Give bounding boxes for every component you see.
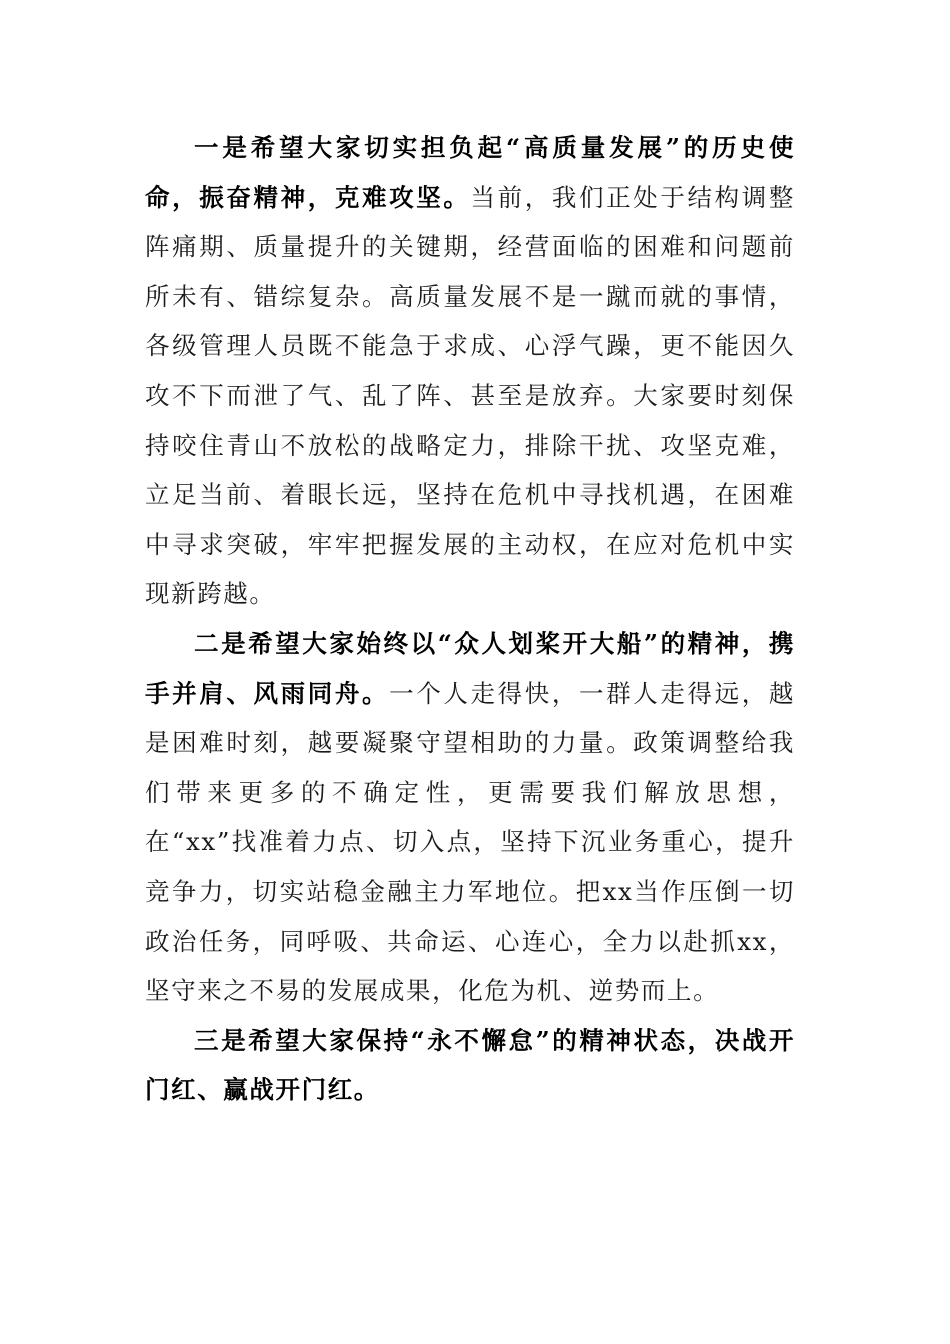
paragraph-1 (145, 123, 795, 619)
document-body (145, 123, 795, 1115)
paragraph-2 (145, 619, 795, 1016)
paragraph-2-lead: 二是希望大家始终以“众人划桨开大船”的精神，携手并肩、风雨同舟。 (145, 628, 795, 708)
paragraph-1-lead: 一是希望大家切实担负起“高质量发展”的历史使命，振奋精神，克难攻坚。 (145, 133, 795, 212)
paragraph-3 (145, 1016, 795, 1115)
paragraph-1-body: 当前，我们正处于结构调整阵痛期、质量提升的关键期，经营面临的困难和问题前所未有、错综复杂。高质量发展不是一蹴而就的事情，各级管理人员既不能急于求成、心浮气躁，更不能因久攻不下而泄了气、乱了阵、甚至是放弃。大家要时刻保持咬住青山不放松的战略定力，排除干扰、攻坚克难，立足当前、着眼长远，坚持在危机中寻找机遇，在困难中寻求突破，牢牢把握发展的主动权，在应对危机中实现新跨越。 (145, 182, 795, 609)
paragraph-3-lead: 三是希望大家保持“永不懈怠”的精神状态，决战开门红、赢战开门红。 (145, 1025, 795, 1105)
paragraph-2-body: 一个人走得快，一群人走得远，越是困难时刻，越要凝聚守望相助的力量。政策调整给我们带来更多的不确定性，更需要我们解放思想，在“xx”找准着力点、切入点，坚持下沉业务重心，提升竞争力，切实站稳金融主力军地位。把xx当作压倒一切政治任务，同呼吸、共命运、心连心，全力以赴抓xx，坚守来之不易的发展成果，化危为机、逆势而上。 (145, 678, 796, 1006)
